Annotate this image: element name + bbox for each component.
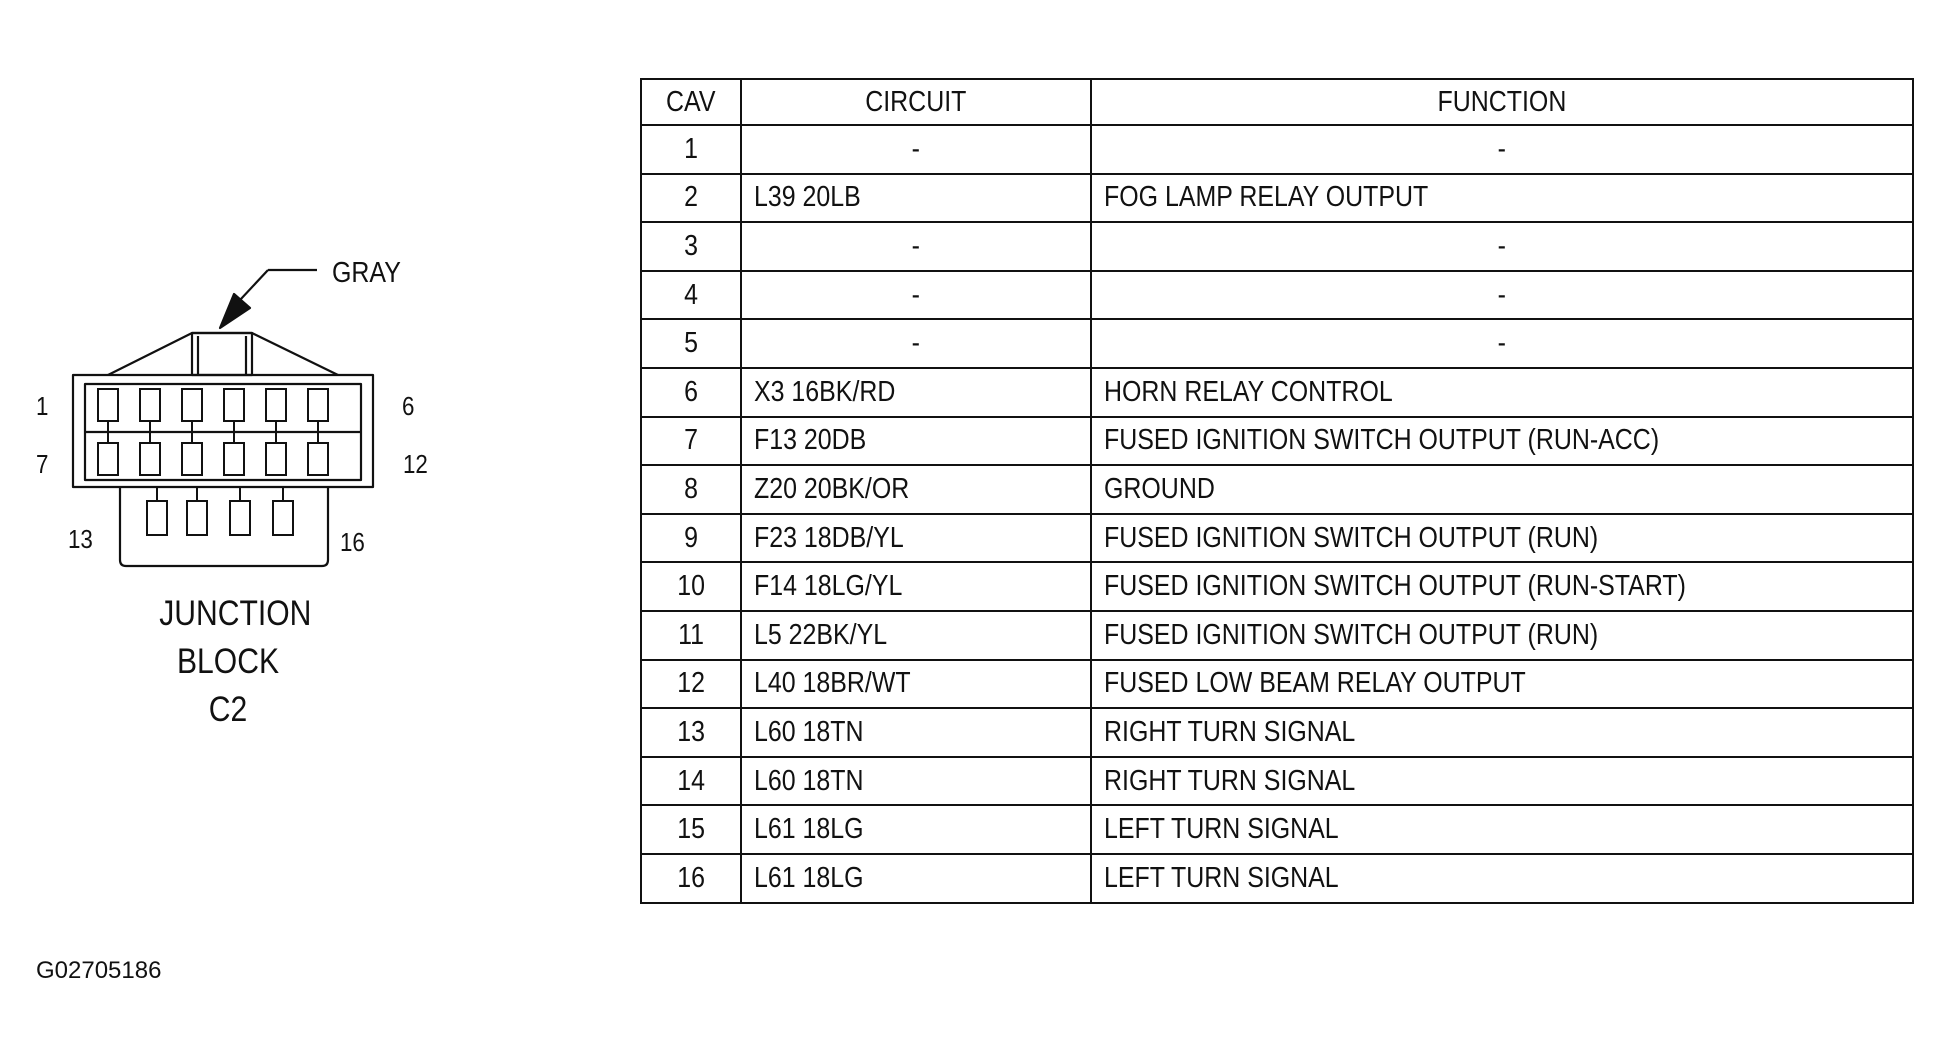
- circuit-cell: L39 20LB: [741, 174, 1091, 223]
- function-cell: -: [1091, 125, 1913, 174]
- circuit-cell: F23 18DB/YL: [741, 514, 1091, 563]
- circuit-cell: -: [741, 271, 1091, 320]
- header-circuit: CIRCUIT: [741, 79, 1091, 125]
- table-row: [641, 368, 1913, 417]
- function-cell: FUSED IGNITION SWITCH OUTPUT (RUN-ACC): [1091, 417, 1913, 466]
- cavity-16: [273, 501, 293, 535]
- cav-cell: 5: [641, 319, 741, 368]
- pinout-table: [640, 78, 1914, 904]
- function-cell: RIGHT TURN SIGNAL: [1091, 708, 1913, 757]
- circuit-cell: L40 18BR/WT: [741, 660, 1091, 709]
- pin-label-1: 1: [36, 391, 49, 421]
- function-cell: -: [1091, 319, 1913, 368]
- cavity-14: [187, 501, 207, 535]
- pin-label-13: 13: [68, 524, 93, 554]
- table-row: [641, 514, 1913, 563]
- cav-cell: 13: [641, 708, 741, 757]
- function-cell: -: [1091, 222, 1913, 271]
- cav-cell: 10: [641, 562, 741, 611]
- function-cell: RIGHT TURN SIGNAL: [1091, 757, 1913, 806]
- table-row: [641, 757, 1913, 806]
- connector-latch: [108, 333, 338, 375]
- cavity-15: [230, 501, 250, 535]
- circuit-cell: L5 22BK/YL: [741, 611, 1091, 660]
- cavity-11: [266, 443, 286, 475]
- function-cell: FUSED LOW BEAM RELAY OUTPUT: [1091, 660, 1913, 709]
- cavity-9: [182, 443, 202, 475]
- table-header-row: [641, 79, 1913, 125]
- table-row: [641, 417, 1913, 466]
- connector-name-line-2: BLOCK C2: [176, 642, 280, 729]
- circuit-cell: L61 18LG: [741, 805, 1091, 854]
- cavity-10: [224, 443, 244, 475]
- circuit-cell: F13 20DB: [741, 417, 1091, 466]
- pin-label-16: 16: [340, 527, 365, 557]
- pin-label-6: 6: [402, 391, 415, 421]
- circuit-cell: -: [741, 125, 1091, 174]
- circuit-cell: -: [741, 222, 1091, 271]
- cavity-4: [224, 389, 244, 421]
- connector-latch-tab: [192, 333, 252, 375]
- cavity-3: [182, 389, 202, 421]
- table-row: [641, 174, 1913, 223]
- table-row: [641, 854, 1913, 903]
- pin-label-12: 12: [403, 449, 428, 479]
- table-row: [641, 465, 1913, 514]
- pin-label-7: 7: [36, 449, 49, 479]
- header-function: FUNCTION: [1091, 79, 1913, 125]
- cav-cell: 6: [641, 368, 741, 417]
- connector-name-line-1: JUNCTION: [159, 594, 312, 633]
- connector-name: [159, 590, 312, 734]
- cav-cell: 2: [641, 174, 741, 223]
- circuit-cell: L61 18LG: [741, 854, 1091, 903]
- cavity-5: [266, 389, 286, 421]
- table-row: [641, 708, 1913, 757]
- cavity-7: [98, 443, 118, 475]
- table-row: [641, 660, 1913, 709]
- function-cell: -: [1091, 271, 1913, 320]
- cavity-8: [140, 443, 160, 475]
- circuit-cell: F14 18LG/YL: [741, 562, 1091, 611]
- circuit-cell: L60 18TN: [741, 757, 1091, 806]
- function-cell: FUSED IGNITION SWITCH OUTPUT (RUN-START): [1091, 562, 1913, 611]
- callout-arrow-shaft: [240, 270, 268, 300]
- circuit-cell: X3 16BK/RD: [741, 368, 1091, 417]
- function-cell: FUSED IGNITION SWITCH OUTPUT (RUN): [1091, 514, 1913, 563]
- function-cell: FUSED IGNITION SWITCH OUTPUT (RUN): [1091, 611, 1913, 660]
- function-cell: GROUND: [1091, 465, 1913, 514]
- circuit-cell: -: [741, 319, 1091, 368]
- cavity-12: [308, 443, 328, 475]
- cav-cell: 3: [641, 222, 741, 271]
- function-cell: LEFT TURN SIGNAL: [1091, 805, 1913, 854]
- cav-cell: 16: [641, 854, 741, 903]
- table-row: [641, 222, 1913, 271]
- callout-arrowhead: [220, 294, 250, 328]
- header-cav: CAV: [641, 79, 741, 125]
- cav-cell: 8: [641, 465, 741, 514]
- connector-color-label: GRAY: [332, 257, 401, 289]
- table-row: [641, 319, 1913, 368]
- table-row: [641, 125, 1913, 174]
- cav-cell: 15: [641, 805, 741, 854]
- function-cell: FOG LAMP RELAY OUTPUT: [1091, 174, 1913, 223]
- cav-cell: 4: [641, 271, 741, 320]
- figure-id: G02705186: [36, 957, 162, 984]
- table-row: [641, 805, 1913, 854]
- cav-cell: 14: [641, 757, 741, 806]
- table-row: [641, 562, 1913, 611]
- circuit-cell: L60 18TN: [741, 708, 1091, 757]
- cav-cell: 9: [641, 514, 741, 563]
- cav-cell: 12: [641, 660, 741, 709]
- circuit-cell: Z20 20BK/OR: [741, 465, 1091, 514]
- cavity-1: [98, 389, 118, 421]
- cav-cell: 7: [641, 417, 741, 466]
- cavity-6: [308, 389, 328, 421]
- function-cell: HORN RELAY CONTROL: [1091, 368, 1913, 417]
- table-row: [641, 611, 1913, 660]
- cavity-13: [147, 501, 167, 535]
- cav-cell: 1: [641, 125, 741, 174]
- cavity-2: [140, 389, 160, 421]
- function-cell: LEFT TURN SIGNAL: [1091, 854, 1913, 903]
- cav-cell: 11: [641, 611, 741, 660]
- table-row: [641, 271, 1913, 320]
